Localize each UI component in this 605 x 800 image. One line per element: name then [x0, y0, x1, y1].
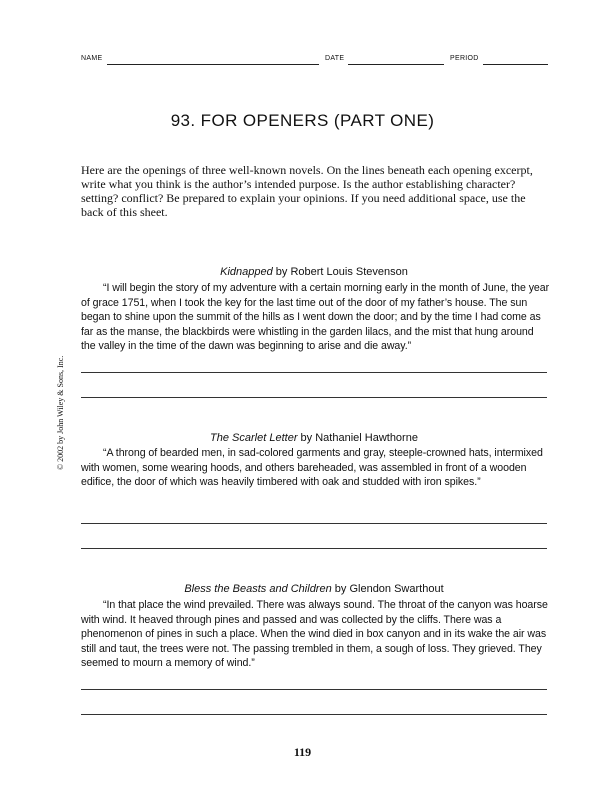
page-number: 119: [293, 745, 312, 759]
answer-line-1b[interactable]: [81, 397, 547, 398]
name-label: NAME: [81, 55, 103, 62]
author-2: by Nathaniel Hawthorne: [300, 432, 418, 444]
date-line[interactable]: [348, 64, 444, 65]
item-title-2: [81, 432, 547, 444]
answer-line-1a[interactable]: [81, 372, 547, 373]
excerpt-1: “I will begin the story of my adventure with a certain morning early in the month of June, the year of grace 1751, when I took the key for the last time out of the door of my father’s house. The sun began to shine upon the summit of the hills as I went down the door; and by the time I had come as far as the manse, the blackbirds were whistling in the garden lilacs, and the mist that hung around the valley in the time of the dawn was beginning to arise and die away.”: [81, 282, 550, 353]
page-title: 93. FOR OPENERS (PART ONE): [170, 111, 435, 130]
period-label: PERIOD: [450, 55, 479, 62]
item-title-3: [81, 583, 547, 595]
book-title-3: Bless the Beasts and Children: [184, 583, 332, 595]
book-title-2: The Scarlet Letter: [210, 432, 298, 444]
student-info-header: [81, 55, 548, 67]
item-title-1: [81, 266, 547, 278]
answer-line-3a[interactable]: [81, 689, 547, 690]
author-3: by Glendon Swarthout: [334, 583, 444, 595]
copyright-notice: © 2002 by John Wiley & Sons, Inc.: [56, 355, 65, 470]
name-line[interactable]: [107, 64, 319, 65]
excerpt-3: “In that place the wind prevailed. There was always sound. The throat of the canyon was hoarse with wind. It heaved through pines and passed and was collected by the cliffs. There was a phenomenon of pines in such a place. When the wind died in box canyon and in its wake the air was still and taut, the trees were not. The passing trembled in them, a sough of loss. They grieved. They seemed to mourn a memory of wind.”: [81, 599, 548, 670]
instructions-paragraph: Here are the openings of three well-known novels. On the lines beneath each opening excerpt, write what you think is the author’s intended purpose. Is the author establishing character? setting? conflict? Be prepared to explain your opinions. If you need additional space, use the back of this sheet.: [81, 163, 533, 219]
answer-line-3b[interactable]: [81, 714, 547, 715]
excerpt-2: “A throng of bearded men, in sad-colored garments and gray, steeple-crowned hats, intermixed with women, some wearing hoods, and others bareheaded, was assembled in front of a wooden edifice, the door of which was heavily timbered with oak and studded with iron spikes.”: [81, 447, 543, 489]
date-label: DATE: [325, 55, 345, 62]
author-1: by Robert Louis Stevenson: [275, 266, 408, 278]
answer-line-2a[interactable]: [81, 523, 547, 524]
period-line[interactable]: [483, 64, 548, 65]
answer-line-2b[interactable]: [81, 548, 547, 549]
book-title-1: Kidnapped: [220, 266, 273, 278]
